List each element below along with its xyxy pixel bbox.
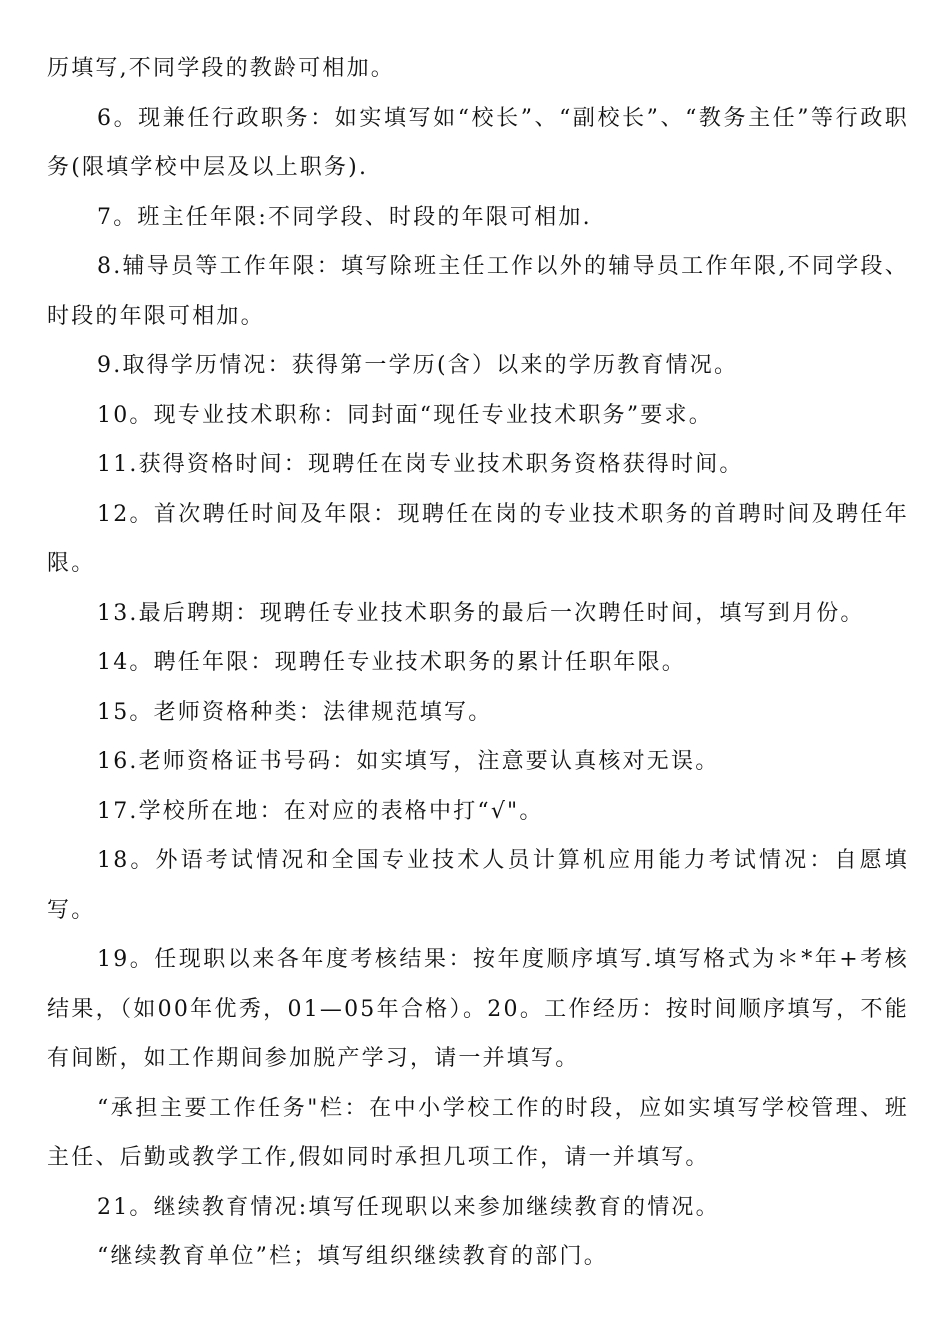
paragraph-item-17: 17.学校所在地：在对应的表格中打“√"。 [97, 798, 544, 824]
paragraph-item-7: 7。班主任年限:不同学段、时段的年限可相加. [97, 204, 592, 230]
paragraph-item-19-20: 19。任现职以来各年度考核结果：按年度顺序填写.填写格式为＊*年+考核结果，（如00年优秀，01—05年合格）。20。工作经历：按时间顺序填写，不能有间断，如工作期间参加脱产学习，请一并填写。 [47, 947, 909, 1071]
paragraph-item-13: 13.最后聘期：现聘任专业技术职务的最后一次聘任时间，填写到月份。 [97, 600, 865, 626]
paragraph-item-15: 15。老师资格种类：法律规范填写。 [97, 699, 493, 725]
paragraph-item-21: 21。继续教育情况:填写任现职以来参加继续教育的情况。 [97, 1194, 720, 1220]
paragraph-item-12: 12。首次聘任时间及年限：现聘任在岗的专业技术职务的首聘时间及聘任年限。 [47, 501, 909, 576]
paragraph-item-10: 10。现专业技术职称：同封面“现任专业技术职务”要求。 [97, 402, 713, 428]
paragraph-item-6: 6。现兼任行政职务：如实填写如“校长”、“副校长”、“教务主任”等行政职务(限填学校中层及以上职务). [47, 105, 909, 180]
paragraph-item-11: 11.获得资格时间：现聘任在岗专业技术职务资格获得时间。 [97, 452, 744, 477]
paragraph-item-16: 16.老师资格证书号码：如实填写，注意要认真核对无误。 [97, 749, 720, 774]
paragraph-item-14: 14。聘任年限：现聘任专业技术职务的累计任职年限。 [97, 650, 686, 675]
paragraph-item-9: 9.取得学历情况：获得第一学历(含）以来的学历教育情况。 [97, 353, 739, 378]
paragraph-main-tasks-column: “承担主要工作任务"栏：在中小学校工作的时段，应如实填写学校管理、班主任、后勤或教学工作,假如同时承担几项工作，请一并填写。 [47, 1095, 909, 1170]
paragraph-item-8: 8.辅导员等工作年限：填写除班主任工作以外的辅导员工作年限,不同学段、时段的年限可相加。 [47, 254, 909, 329]
paragraph-education-unit-column: “继续教育单位”栏；填写组织继续教育的部门。 [97, 1244, 608, 1269]
document-body [47, 44, 909, 1282]
paragraph-item-18: 18。外语考试情况和全国专业技术人员计算机应用能力考试情况：自愿填写。 [47, 848, 909, 923]
paragraph-teaching-years-continued: 历填写,不同学段的教龄可相加。 [47, 56, 395, 81]
